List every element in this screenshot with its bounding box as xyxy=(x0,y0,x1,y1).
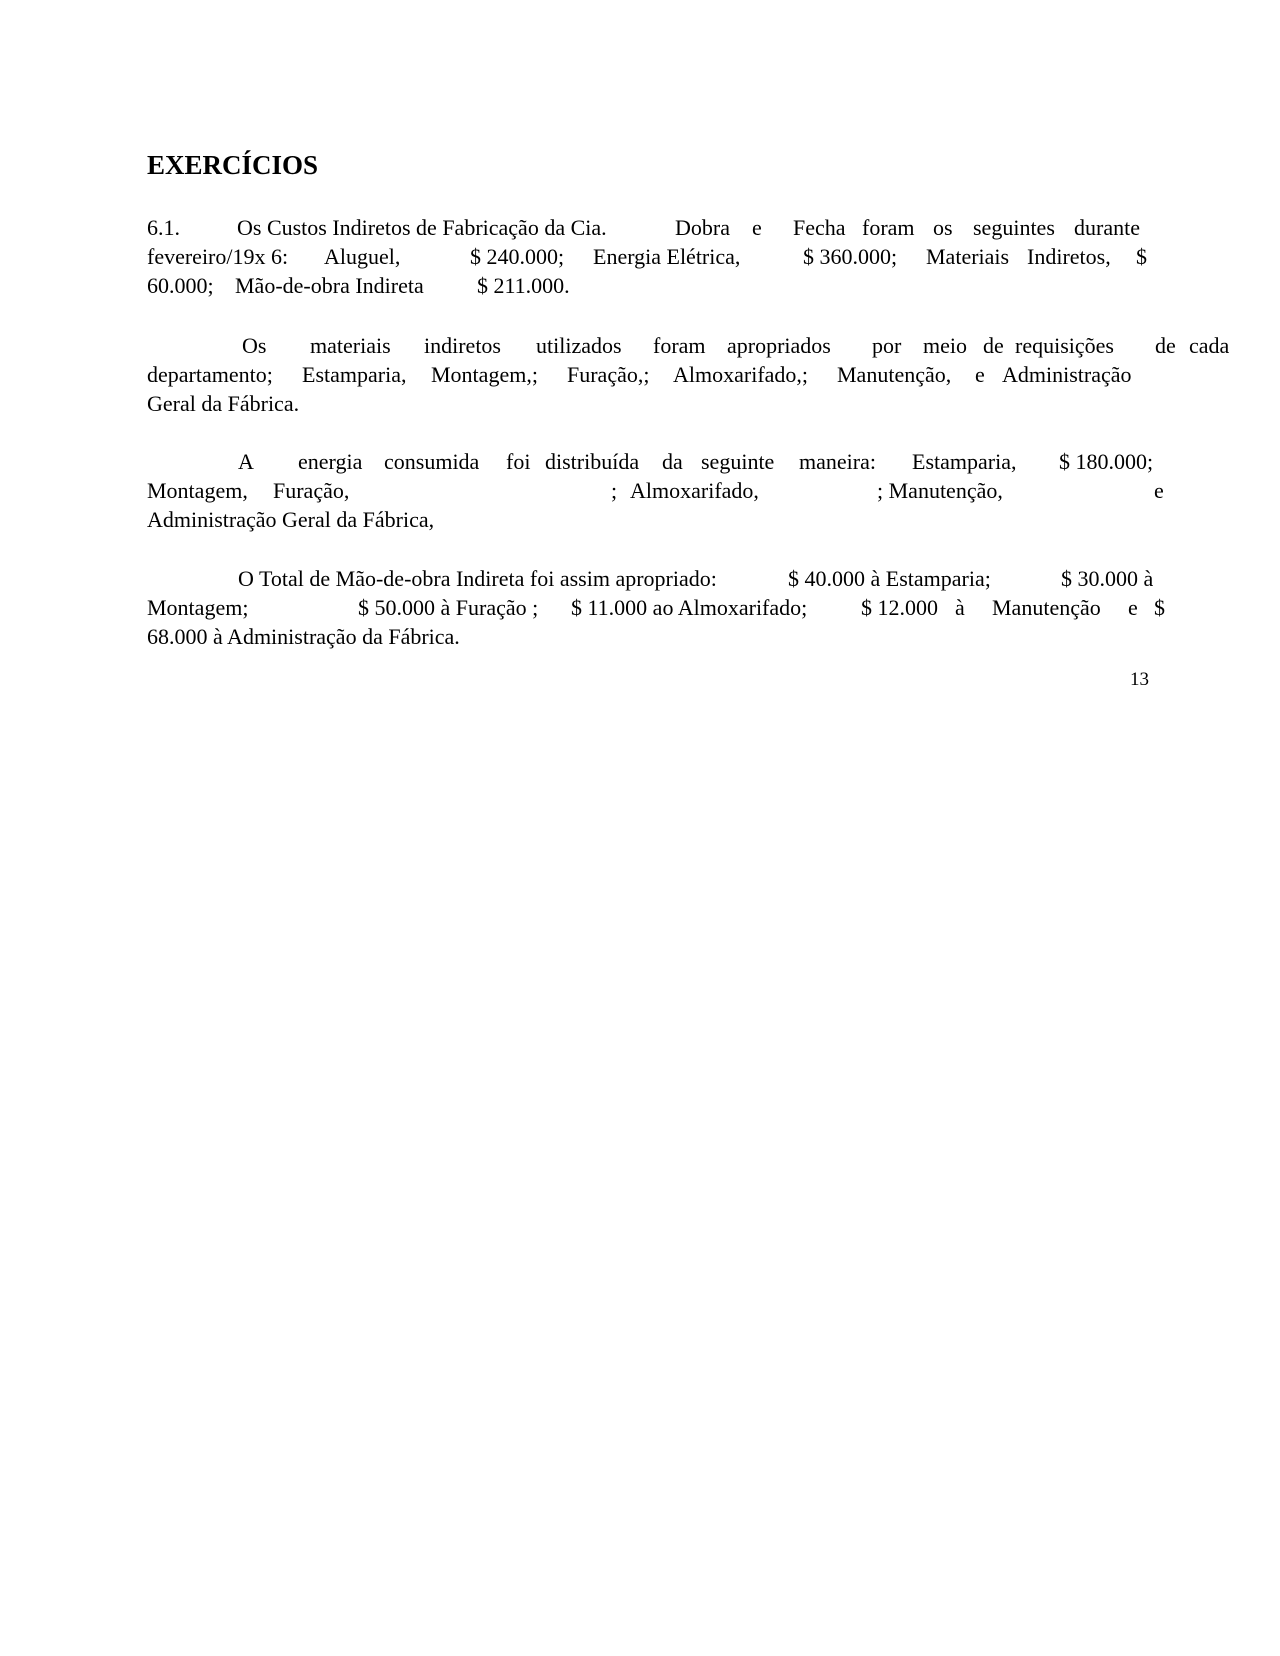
text-segment: Os Custos Indiretos de Fabricação da Cia. xyxy=(237,215,607,240)
text-segment: requisições xyxy=(1015,333,1114,358)
text-segment: e xyxy=(1128,595,1138,620)
text-segment: departamento; xyxy=(147,362,273,387)
text-segment: Geral da Fábrica. xyxy=(147,391,300,416)
text-segment: utilizados xyxy=(536,333,622,358)
text-segment: O Total de Mão-de-obra Indireta foi assim apropriado: xyxy=(238,566,717,591)
text-segment: indiretos xyxy=(424,333,501,358)
text-segment: 68.000 à Administração da Fábrica. xyxy=(147,624,460,649)
text-segment: Estamparia, xyxy=(912,449,1017,474)
text-segment: Manutenção, xyxy=(837,362,952,387)
text-segment: $ xyxy=(1136,244,1147,269)
text-segment: seguintes xyxy=(973,215,1055,240)
text-segment: meio xyxy=(923,333,967,358)
text-segment: ; Manutenção, xyxy=(877,478,1003,503)
text-segment: Materiais xyxy=(926,244,1010,269)
text-segment: Fecha xyxy=(793,215,846,240)
text-segment: da xyxy=(662,449,683,474)
text-segment: fevereiro/19x 6: xyxy=(147,244,289,269)
page-number: 13 xyxy=(1130,669,1149,690)
text-segment: consumida xyxy=(384,449,480,474)
text-segment: os xyxy=(933,215,953,240)
text-segment: e xyxy=(975,362,985,387)
text-segment: apropriados xyxy=(727,333,831,358)
text-segment: Almoxarifado,; xyxy=(673,362,809,387)
text-segment: Administração xyxy=(1002,362,1132,387)
text-segment: foram xyxy=(862,215,915,240)
text-segment: de xyxy=(1155,333,1176,358)
text-segment: e xyxy=(1154,478,1164,503)
text-segment: $ 11.000 ao Almoxarifado; xyxy=(571,595,808,620)
text-segment: $ 40.000 à Estamparia; xyxy=(788,566,991,591)
text-segment: distribuída xyxy=(545,449,640,474)
text-segment: Aluguel, xyxy=(324,244,401,269)
text-segment: $ 240.000; xyxy=(470,244,565,269)
text-segment: Dobra xyxy=(675,215,730,240)
text-segment: foi xyxy=(506,449,531,474)
text-segment: à xyxy=(955,595,965,620)
text-segment: 60.000; xyxy=(147,273,214,298)
exercise-number: 6.1. xyxy=(147,215,180,240)
text-segment: $ 50.000 à Furação ; xyxy=(358,595,539,620)
text-segment: Mão-de-obra Indireta xyxy=(235,273,424,298)
text-segment: cada xyxy=(1189,333,1230,358)
text-segment: seguinte xyxy=(701,449,775,474)
text-segment: Os xyxy=(242,333,267,358)
text-segment: por xyxy=(872,333,902,358)
text-segment: maneira: xyxy=(799,449,876,474)
text-segment: Almoxarifado, xyxy=(630,478,759,503)
text-segment: e xyxy=(752,215,762,240)
text-segment: $ 360.000; xyxy=(803,244,898,269)
text-segment: $ xyxy=(1154,595,1165,620)
text-segment: Montagem, xyxy=(147,478,248,503)
text-segment: $ 180.000; xyxy=(1059,449,1154,474)
text-segment: A xyxy=(238,449,254,474)
text-segment: Administração Geral da Fábrica, xyxy=(147,507,435,532)
text-segment: $ 30.000 à xyxy=(1061,566,1154,591)
text-segment: Montagem; xyxy=(147,595,249,620)
text-segment: $ 211.000. xyxy=(477,273,570,298)
text-segment: foram xyxy=(653,333,706,358)
text-segment: Montagem,; xyxy=(431,362,538,387)
text-segment: Energia Elétrica, xyxy=(593,244,741,269)
text-segment: Furação, xyxy=(273,478,350,503)
text-segment: Furação,; xyxy=(567,362,650,387)
text-segment: durante xyxy=(1074,215,1140,240)
text-segment: Manutenção xyxy=(992,595,1101,620)
text-segment: Indiretos, xyxy=(1027,244,1111,269)
text-segment: de xyxy=(983,333,1004,358)
section-heading: EXERCÍCIOS xyxy=(147,150,319,180)
text-segment: energia xyxy=(298,449,363,474)
text-segment: Estamparia, xyxy=(302,362,407,387)
text-segment: materiais xyxy=(310,333,391,358)
text-segment: $ 12.000 xyxy=(861,595,938,620)
text-segment: ; xyxy=(611,478,618,503)
